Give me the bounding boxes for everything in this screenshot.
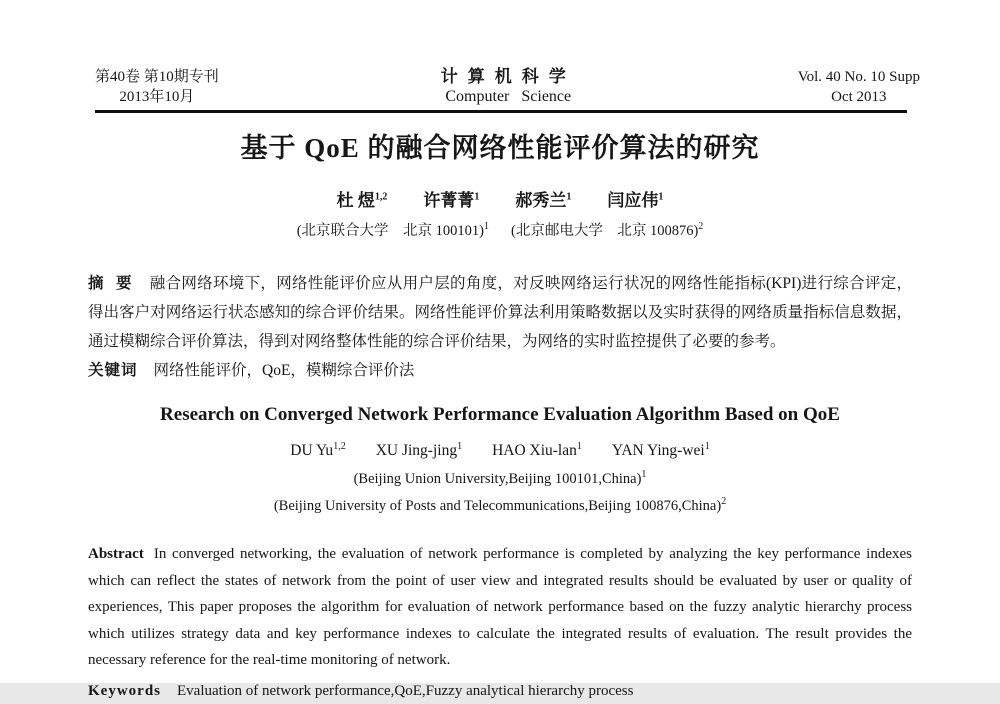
affiliation-mark: 2 [698,221,703,232]
author-cn: 杜 煜$^{1,2}$ [337,186,388,211]
header-rule [95,110,907,113]
author-cn: 闫应伟$^1$ [607,186,663,211]
journal-name-cn: 计算机科学 [441,67,576,87]
author-cn: 许菁菁$^1$ [423,186,479,211]
abstract-paragraph-en [88,541,912,674]
author-list-cn [0,186,1000,211]
journal-header [95,67,920,107]
journal-issue-block-en [798,67,920,107]
journal-volume-issue-cn: 第40卷 第10期专刊 [95,67,219,87]
author-affiliation-mark: 1 [577,441,582,452]
author-affiliation-mark: 1 [705,441,710,452]
author-en: HAO Xiu-lan$^1$ [492,442,582,460]
author-affiliation-mark: 1 [457,441,462,452]
affiliation-cn: (北京邮电大学 北京 100876)$^2$ [511,219,703,240]
abstract-paragraph-cn [88,269,912,356]
journal-issue-block-cn [95,67,219,107]
author-affiliation-mark: 1 [566,191,571,202]
affiliation-mark: 1 [484,221,489,232]
author-affiliation-mark: 1 [474,191,479,202]
abstract-text-en: In converged networking, the evaluation of network performance is completed by analyzing the key performance indexes which can reflect the states of network from the point of user view and integrated results should be evaluated by user or quality of experiences, This paper proposes the algorithm for evaluation of network performance based on the fuzzy analytic hierarchy process which utilizes strategy data and key performance indexes to calculate the integrated results of evaluation. The result provides the necessary reference for the real-time monitoring of network. [88,546,912,668]
author-en: YAN Ying-wei$^1$ [612,442,710,460]
keywords-line-cn [88,356,912,385]
keywords-label-en: Keywords [88,683,161,699]
journal-date-cn: 2013年10月 [95,87,219,107]
paper-title-en: Research on Converged Network Performance Evaluation Algorithm Based on QoE [0,404,1000,426]
author-list-en [0,442,1000,460]
journal-volume-issue-en: Vol. 40 No. 10 Supp [798,67,920,87]
affiliation-cn: (北京联合大学 北京 100101)$^1$ [297,219,489,240]
author-en: DU Yu$^{1,2}$ [290,442,345,460]
affiliation-mark: 1 [641,469,646,480]
keywords-label-cn: 关键词 [88,362,138,379]
affiliation-mark: 2 [721,496,726,507]
keywords-line-en [88,678,912,704]
journal-name-en: Computer Science [441,87,576,107]
author-affiliation-mark: 1 [658,191,663,202]
abstract-block-cn [88,269,912,385]
author-en: XU Jing-jing$^1$ [376,442,462,460]
affiliation-en-1: (Beijing Union University,Beijing 100101,China)$^1$ [0,471,1000,488]
abstract-label-cn: 摘 要 [88,275,136,292]
abstract-text-cn: 融合网络环境下，网络性能评价应从用户层的角度，对反映网络运行状况的网络性能指标(KPI)进行综合评定，得出客户对网络运行状态感知的综合评价结果。网络性能评价算法利用策略数据以及实时获得的网络质量指标信息数据，通过模糊综合评价算法，得到对网络整体性能的综合评价结果，为网络的实时监控提供了必要的参考。 [88,275,912,350]
journal-date-en: Oct 2013 [798,87,920,107]
paper-title-cn: 基于 QoE 的融合网络性能评价算法的研究 [0,126,1000,165]
abstract-block-en [88,541,912,704]
author-cn: 郝秀兰$^1$ [515,186,571,211]
keywords-text-cn: 网络性能评价，QoE，模糊综合评价法 [154,362,415,379]
author-affiliation-mark: 1,2 [333,441,346,452]
abstract-label-en: Abstract [88,546,144,562]
affiliation-list-cn [0,219,1000,240]
journal-name-block [441,67,576,107]
affiliation-en-2: (Beijing University of Posts and Telecommunications,Beijing 100876,China)$^2$ [0,498,1000,515]
keywords-text-en: Evaluation of network performance,QoE,Fuzzy analytical hierarchy process [177,683,633,699]
author-affiliation-mark: 1,2 [375,191,388,202]
